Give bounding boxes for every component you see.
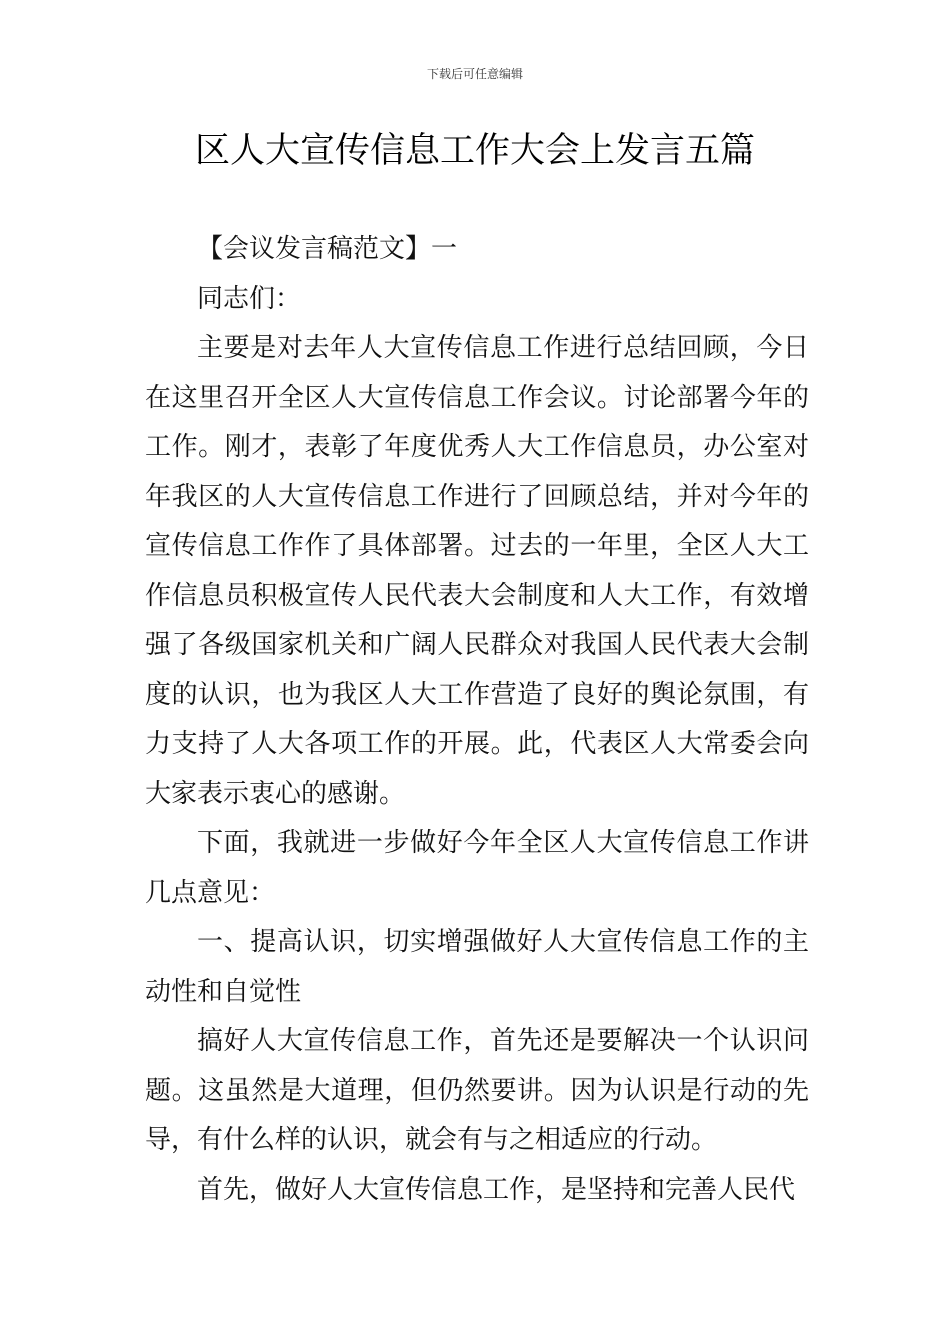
paragraph: 首先，做好人大宣传信息工作，是坚持和完善人民代 bbox=[197, 1174, 796, 1205]
paragraph-salutation: 同志们： bbox=[197, 283, 302, 314]
paragraph: 下面，我就进一步做好今年全区人大宣传信息工作讲几点意见： bbox=[145, 828, 809, 908]
header-note: 下载后可任意编辑 bbox=[426, 67, 523, 81]
paragraph-section-heading: 一、提高认识，切实增强做好人大宣传信息工作的主动性和自觉性 bbox=[145, 927, 809, 1007]
paragraph: 主要是对去年人大宣传信息工作进行总结回顾，今日在这里召开全区人大宣传信息工作会议。讨论部署今年的工作。刚才，表彰了年度优秀人大工作信息员，办公室对年我区的人大宣传信息工作进行了回顾总结，并对今年的宣传信息工作作了具体部署。过去的一年里，全区人大工作信息员积极宣传人民代表大会制度和人大工作，有效增强了各级国家机关和广阔人民群众对我国人民代表大会制度的认识，也为我区人大工作营造了良好的舆论氛围，有力支持了人大各项工作的开展。此，代表区人大常委会向大家表示衷心的感谢。 bbox=[145, 333, 809, 809]
paragraph: 搞好人大宣传信息工作，首先还是要解决一个认识问题。这虽然是大道理，但仍然要讲。因为认识是行动的先导，有什么样的认识，就会有与之相适应的行动。 bbox=[145, 1026, 809, 1155]
document-title: 区人大宣传信息工作大会上发言五篇 bbox=[194, 131, 755, 171]
paragraph-heading: 【会议发言稿范文】一 bbox=[197, 234, 458, 264]
document-body bbox=[145, 225, 809, 1215]
